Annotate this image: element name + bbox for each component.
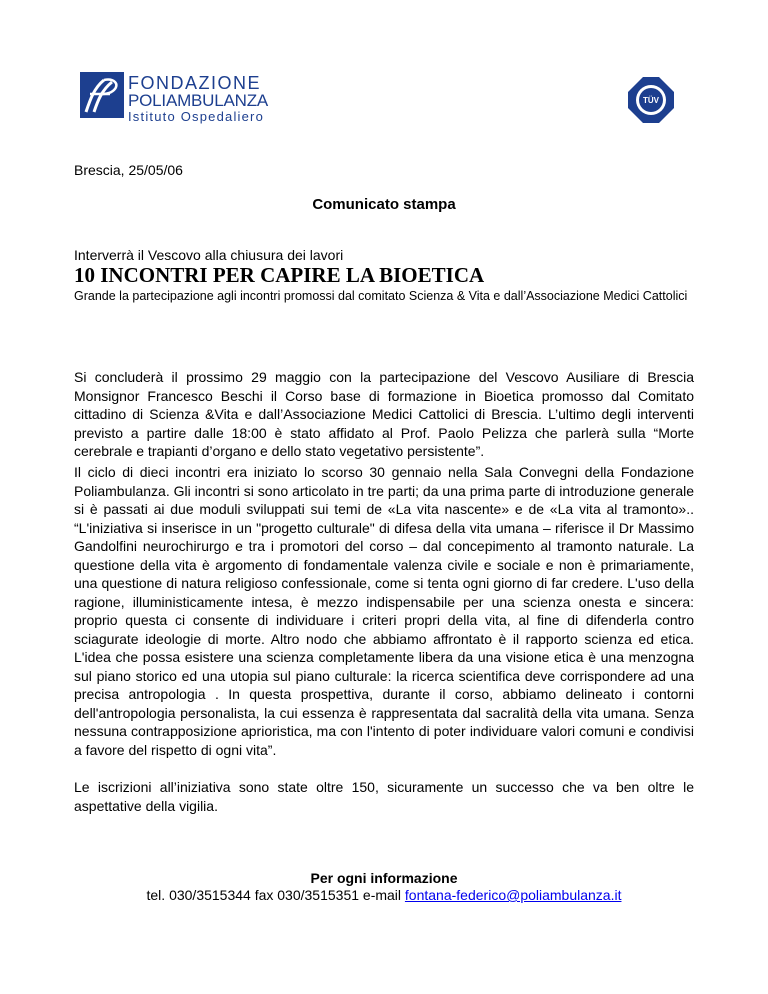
tuv-certification-seal-icon xyxy=(627,76,675,124)
logo-line-poliambulanza: POLIAMBULANZA xyxy=(128,91,269,110)
document-type-heading: Comunicato stampa xyxy=(312,196,456,213)
headline: 10 INCONTRI PER CAPIRE LA BIOETICA xyxy=(74,263,485,287)
logo-line-istituto: Istituto Ospedaliero xyxy=(128,109,265,124)
subheadline: Grande la partecipazione agli incontri promossi dal comitato Scienza & Vita e dall’Associazione Medici Cattolici xyxy=(74,289,688,303)
contact-phone-fax: tel. 030/3515344 fax 030/3515351 e-mail xyxy=(146,887,405,903)
logo-line-fondazione: FONDAZIONE xyxy=(128,73,262,93)
body-paragraph-3: Le iscrizioni all’iniziativa sono state oltre 150, sicuramente un successo che va ben oltre le aspettative della vigilia. xyxy=(74,779,694,814)
email-link[interactable]: fontana-federico@poliambulanza.it xyxy=(404,887,622,903)
document-date: Brescia, 25/05/06 xyxy=(74,162,183,178)
body-paragraph-1: Si concluderà il prossimo 29 maggio con la partecipazione del Vescovo Ausiliare di Brescia Monsignor Francesco Beschi il Corso base di formazione in Bioetica promosso dal Comitato cittadino di Scienza &Vita e dall’Associazione Medici Cattolici di Brescia. L’ultimo degli interventi previsto a partire dalle 18:00 è stato affidato al Prof. Paolo Pelizza che parlerà sulla “Morte cerebrale e trapianti d’organo e dello stato vegetativo persistente”. xyxy=(74,369,694,459)
seal-text: TÜV xyxy=(643,96,659,105)
body-paragraph-2: Il ciclo di dieci incontri era iniziato lo scorso 30 gennaio nella Sala Convegni della Fondazione Poliambulanza. Gli incontri si sono articolato in tre parti; da una prima parte di introduzione generale si è passati ai due moduli sviluppati sui temi de «La vita nascente» e de «La vita al tramonto».. “L'iniziativa si inserisce in un "progetto culturale" di difesa della vita umana – riferisce il Dr Massimo Gandolfini neurochirurgo e tra i promotori del corso – dal concepimento al tramonto naturale. La questione della vita è argomento di fondamentale valenza civile e sociale e non è primariamente, una questione di natura religioso confessionale, come si tenta ogni giorno di far credere. L'uso della ragione, illuministicamente intesa, è mezzo indispensabile per una scienza onesta e sincera: proprio questa ci consente di individuare i criteri propri della vita, al fine di difenderla contro sciagurate ideologie di morte. Altro nodo che abbiamo affrontato è il rapporto scienza ed etica. L'idea che possa esistere una scienza completamente libera da una visione etica è una menzogna sul piano storico ed una utopia sul piano culturale: la ricerca scientifica deve corrispondere ad una precisa antropologia . In questa prospettiva, durante il corso, abbiamo delineato i contorni dell'antropologia personalista, la cui essenza è rappresentata dal sacralità della vita umana. Senza nessuna contrapposizione aprioristica, ma con l'intento di poter individuare valori comuni e condivisi a favore del rispetto di ogni vita”. xyxy=(74,464,694,758)
fp-monogram-icon xyxy=(80,72,124,118)
fondazione-poliambulanza-logo xyxy=(80,72,290,124)
kicker-line: Interverrà il Vescovo alla chiusura dei lavori xyxy=(74,247,344,263)
contact-line xyxy=(0,887,768,903)
info-title: Per ogni informazione xyxy=(310,870,458,886)
